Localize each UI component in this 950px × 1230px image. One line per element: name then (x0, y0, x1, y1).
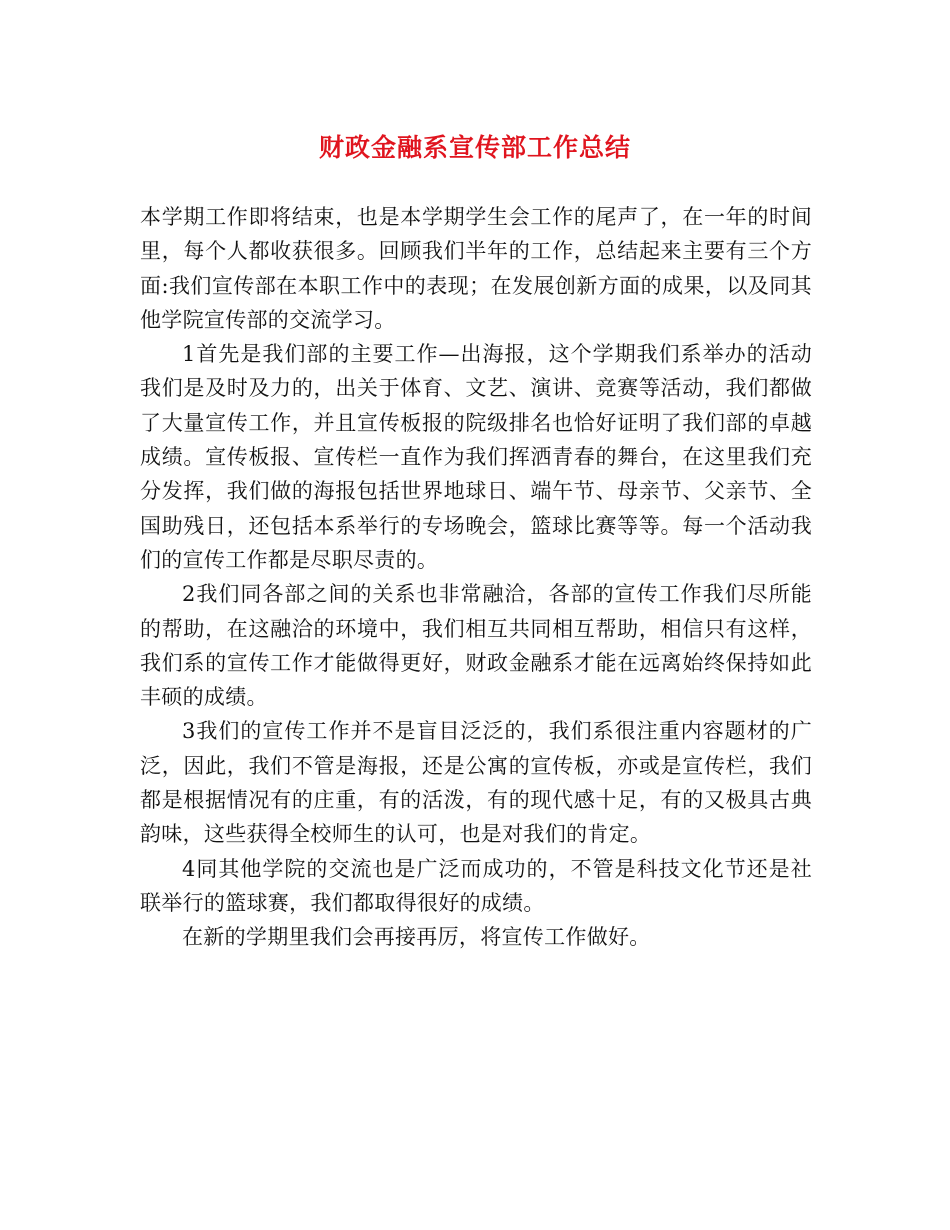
paragraph-intro: 本学期工作即将结束，也是本学期学生会工作的尾声了，在一年的时间里，每个人都收获很多。回顾我们半年的工作，总结起来主要有三个方面:我们宣传部在本职工作中的表现；在发展创新方面的成果，以及同其他学院宣传部的交流学习。 (140, 205, 812, 332)
paragraph-closing: 在新的学期里我们会再接再厉，将宣传工作做好。 (182, 925, 651, 950)
document-body (140, 200, 812, 955)
paragraph-1: 1首先是我们部的主要工作—出海报，这个学期我们系举办的活动我们是及时及力的，出关于体育、文艺、演讲、竞赛等活动，我们都做了大量宣传工作，并且宣传板报的院级排名也恰好证明了我们部的卓越成绩。宣传板报、宣传栏一直作为我们挥洒青春的舞台，在这里我们充分发挥，我们做的海报包括世界地球日、端午节、母亲节、父亲节、全国助残日，还包括本系举行的专场晚会，篮球比赛等等。每一个活动我们的宣传工作都是尽职尽责的。 (140, 342, 812, 572)
paragraph-3: 3我们的宣传工作并不是盲目泛泛的，我们系很注重内容题材的广泛，因此，我们不管是海报，还是公寓的宣传板，亦或是宣传栏，我们都是根据情况有的庄重，有的活泼，有的现代感十足，有的又极具古典韵味，这些获得全校师生的认可，也是对我们的肯定。 (140, 719, 812, 847)
paragraph-2: 2我们同各部之间的关系也非常融洽，各部的宣传工作我们尽所能的帮助，在这融洽的环境中，我们相互共同相互帮助，相信只有这样，我们系的宣传工作才能做得更好，财政金融系才能在远离始终保持如此丰硕的成绩。 (140, 582, 812, 710)
document-title: 财政金融系宣传部工作总结 (318, 133, 631, 162)
paragraph-4: 4同其他学院的交流也是广泛而成功的，不管是科技文化节还是社联举行的篮球赛，我们都取得很好的成绩。 (140, 856, 812, 915)
